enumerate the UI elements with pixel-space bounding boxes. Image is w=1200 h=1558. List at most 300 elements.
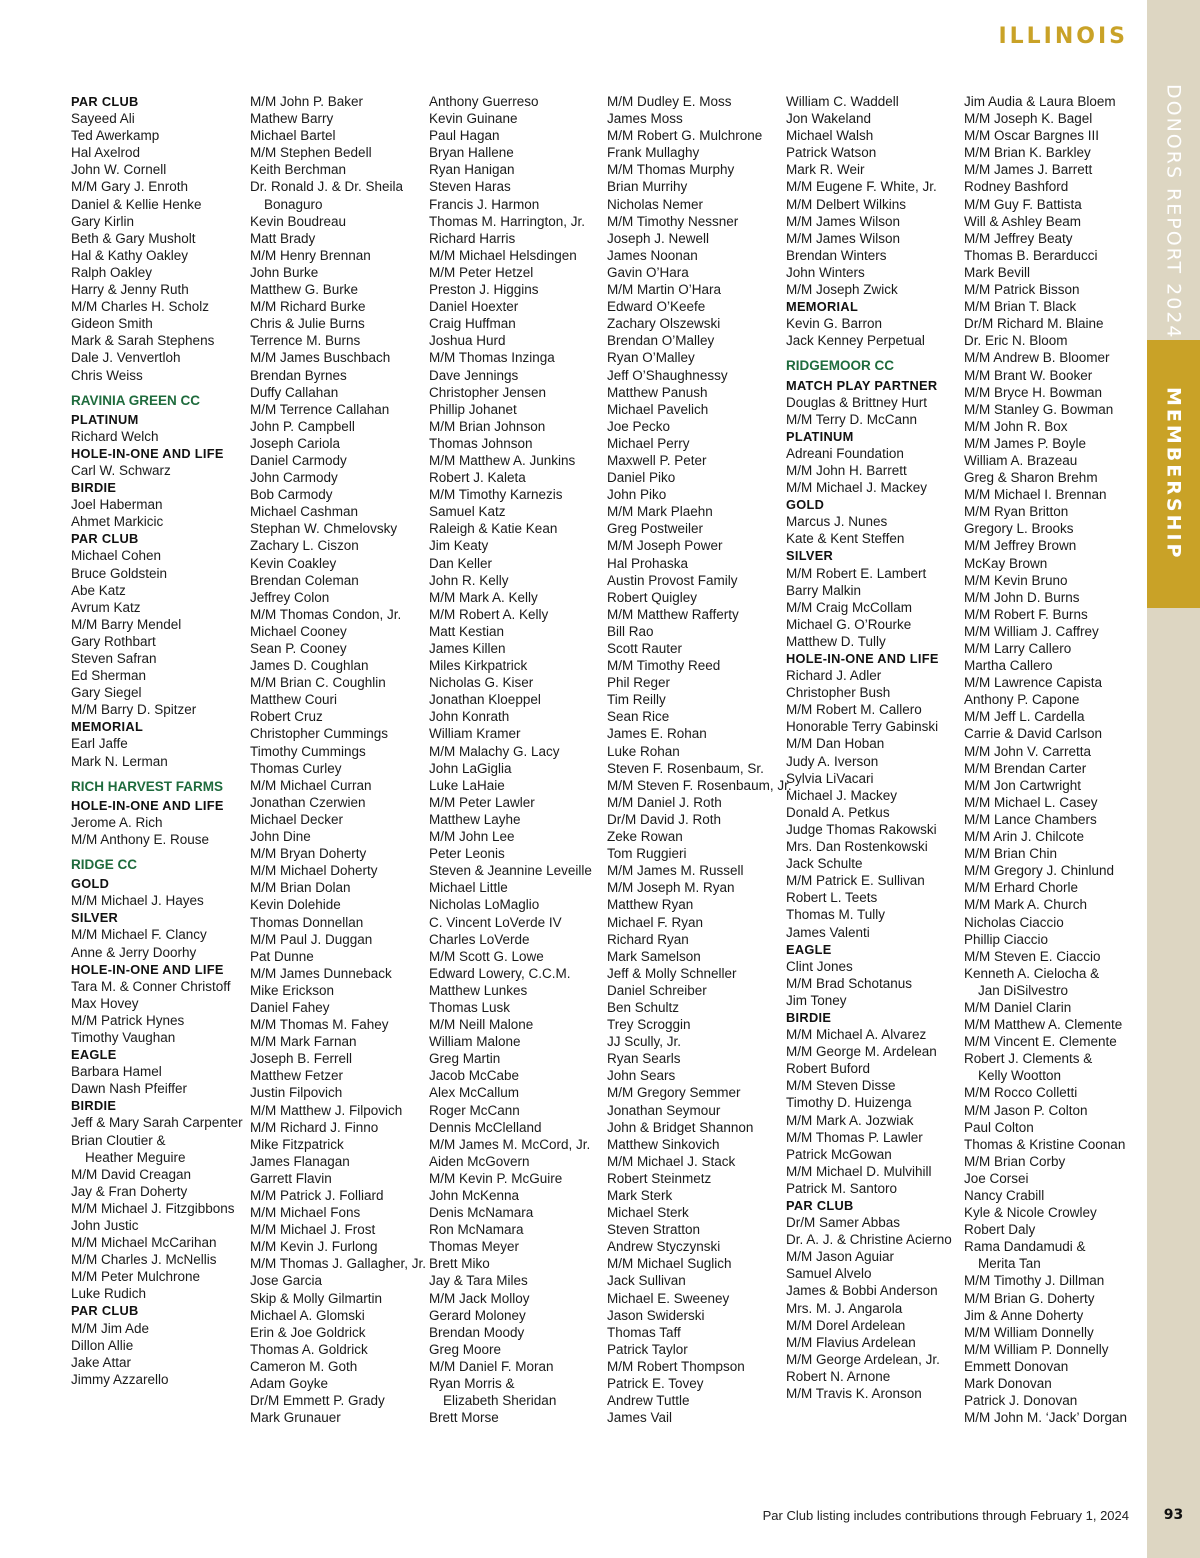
- donor-name: M/M Delbert Wilkins: [786, 196, 907, 212]
- donor-name: M/M James M. Russell: [607, 863, 744, 879]
- donor-name: Nancy Crabill: [964, 1188, 1045, 1203]
- donor-name: Kenneth A. Cielocha &: [964, 965, 1100, 981]
- donor-name: Mike Fitzpatrick: [250, 1136, 344, 1152]
- donor-name: Steven & Jeannine Leveille: [429, 863, 592, 879]
- donor-name: M/M Patrick E. Sullivan: [786, 873, 925, 889]
- donor-name: Hal & Kathy Oakley: [71, 247, 189, 263]
- donor-name: Phillip Johanet: [429, 401, 517, 417]
- donor-name: Michael Perry: [607, 435, 690, 451]
- donor-name: M/M Martin O’Hara: [607, 282, 722, 298]
- donor-name: Jay & Fran Doherty: [71, 1183, 188, 1199]
- donor-name: William A. Brazeau: [964, 452, 1078, 468]
- donor-name: Carl W. Schwarz: [71, 462, 171, 478]
- donor-name: M/M Brian Dolan: [250, 880, 351, 896]
- donor-name: Daniel Hoexter: [429, 299, 519, 315]
- donor-name: Timothy Vaughan: [71, 1029, 176, 1045]
- donor-name: Kevin Guinane: [429, 111, 518, 127]
- donor-name: M/M Jeff L. Cardella: [964, 709, 1085, 725]
- donor-name: Thomas B. Berarducci: [964, 247, 1098, 263]
- donor-name: Thomas Meyer: [429, 1239, 520, 1255]
- state-heading: ILLINOIS: [998, 24, 1128, 49]
- donor-name: M/M Henry Brennan: [250, 247, 371, 263]
- donor-name: Abe Katz: [71, 582, 126, 598]
- donor-name: Brendan Winters: [786, 247, 887, 263]
- donor-name: M/M Joseph Power: [607, 538, 723, 554]
- donor-name: Greg Martin: [429, 1051, 501, 1067]
- donor-name: M/M Timothy Reed: [607, 658, 721, 674]
- tier-heading: MEMORIAL: [71, 719, 144, 735]
- donor-name: M/M Mark A. Kelly: [429, 589, 538, 605]
- donor-name: Ryan Morris &: [429, 1376, 515, 1392]
- donor-name: Daniel Schreiber: [607, 982, 707, 998]
- donor-name: McKay Brown: [964, 555, 1048, 571]
- donor-name: Joe Pecko: [607, 418, 671, 434]
- donor-name: Kyle & Nicole Crowley: [964, 1205, 1097, 1221]
- tier-heading: PAR CLUB: [786, 1198, 854, 1213]
- donor-name: Jack Sullivan: [607, 1273, 686, 1289]
- donor-name: M/M Thomas Murphy: [607, 162, 735, 178]
- donor-name: Tom Ruggieri: [607, 846, 687, 862]
- donor-name: Andrew Tuttle: [607, 1393, 690, 1409]
- donor-name: M/M Robert G. Mulchrone: [607, 128, 763, 144]
- donor-name: M/M Mark A. Church: [964, 897, 1088, 913]
- donor-name: Hal Prohaska: [607, 555, 689, 571]
- donor-name: M/M Brian C. Coughlin: [250, 675, 386, 691]
- donor-name: M/M Patrick Hynes: [71, 1012, 185, 1028]
- donor-name: Justin Filpovich: [250, 1085, 343, 1101]
- donor-name: Dr. Ronald J. & Dr. Sheila: [250, 179, 404, 195]
- donor-name: Dave Jennings: [429, 367, 519, 383]
- donor-name: M/M Joseph M. Ryan: [607, 880, 735, 896]
- donor-name: M/M John H. Barrett: [786, 462, 907, 478]
- donor-name: M/M Thomas P. Lawler: [786, 1129, 923, 1145]
- donor-name: Robert J. Kaleta: [429, 470, 526, 486]
- donor-name: Nicholas Ciaccio: [964, 914, 1064, 930]
- donor-name: Michael E. Sweeney: [607, 1290, 730, 1306]
- donor-name: Michael A. Glomski: [250, 1307, 365, 1323]
- donor-name: Gary Kirlin: [71, 213, 135, 229]
- donor-name: Steven Stratton: [607, 1222, 701, 1238]
- donor-name: M/M Rocco Colletti: [964, 1085, 1078, 1101]
- donor-name: Edward Lowery, C.C.M.: [429, 965, 571, 981]
- donor-name: M/M Robert M. Callero: [786, 702, 922, 718]
- donor-name: M/M Kevin Bruno: [964, 572, 1068, 588]
- tier-heading: EAGLE: [71, 1047, 117, 1063]
- club-heading: RIDGE CC: [71, 857, 138, 873]
- donor-name: M/M David Creagan: [71, 1166, 192, 1182]
- donor-name: Brett Miko: [429, 1256, 490, 1272]
- donor-name: M/M Jason Aguiar: [786, 1249, 895, 1265]
- donor-name: Mrs. Dan Rostenkowski: [786, 839, 928, 855]
- donor-name: M/M Stanley G. Bowman: [964, 401, 1114, 417]
- donor-name: Judy A. Iverson: [786, 753, 879, 769]
- donor-name: Paul Hagan: [429, 128, 500, 144]
- donor-name: Terrence M. Burns: [250, 333, 361, 349]
- donor-name: Joseph Cariola: [250, 435, 341, 451]
- donor-name: Mark & Sarah Stephens: [71, 333, 215, 349]
- donor-name: Greg Moore: [429, 1341, 502, 1357]
- donor-name: Daniel & Kellie Henke: [71, 196, 202, 212]
- donor-name: Robert Cruz: [250, 709, 323, 725]
- donor-name: Avrum Katz: [71, 599, 141, 615]
- donor-name: Matthew Layhe: [429, 811, 521, 827]
- donor-name: Jeff O’Shaughnessy: [607, 367, 728, 383]
- donor-name: Donald A. Petkus: [786, 804, 890, 820]
- report-title: DONORS REPORT 2024: [1162, 84, 1185, 340]
- donor-name: John Dine: [250, 829, 311, 845]
- donor-name: M/M Charles H. Scholz: [71, 299, 210, 315]
- donor-name: Timothy D. Huizenga: [786, 1095, 912, 1111]
- donor-name: Patrick Taylor: [607, 1341, 688, 1357]
- donor-name: Anthony Guerreso: [429, 94, 539, 109]
- donor-name: James Noonan: [607, 247, 698, 263]
- donor-name: Matt Brady: [250, 230, 316, 246]
- donor-name: M/M Brian Johnson: [429, 418, 546, 434]
- donor-name: Michael G. O’Rourke: [786, 616, 912, 632]
- donor-name: Daniel Carmody: [250, 452, 347, 468]
- donor-name: M/M Guy F. Battista: [964, 196, 1082, 212]
- donor-name: Dr. Eric N. Bloom: [964, 333, 1068, 349]
- donor-name: Merita Tan: [978, 1256, 1041, 1272]
- donor-name: Raleigh & Katie Kean: [429, 521, 558, 537]
- donor-name: John W. Cornell: [71, 162, 167, 178]
- donor-name: Andrew Styczynski: [607, 1239, 721, 1255]
- donor-name: Tara M. & Conner Christoff: [71, 978, 231, 994]
- donor-name: M/M Peter Mulchrone: [71, 1269, 201, 1285]
- donor-name: Brian Murrihy: [607, 179, 688, 195]
- donor-name: Dawn Nash Pfeiffer: [71, 1081, 188, 1097]
- donor-name: Dr/M Richard M. Blaine: [964, 316, 1104, 332]
- donor-name: Adreani Foundation: [786, 445, 904, 461]
- donor-name: M/M Steven E. Ciaccio: [964, 948, 1101, 964]
- donor-name: C. Vincent LoVerde IV: [429, 914, 562, 930]
- donor-name: Thomas Lusk: [429, 999, 511, 1015]
- donor-name: Pat Dunne: [250, 948, 314, 964]
- donor-name: M/M Michael A. Alvarez: [786, 1027, 927, 1043]
- donor-name: Jeff & Mary Sarah Carpenter: [71, 1115, 243, 1131]
- tier-heading: GOLD: [71, 876, 110, 892]
- donor-name: Skip & Molly Gilmartin: [250, 1290, 383, 1306]
- donor-name: M/M Thomas Inzinga: [429, 350, 555, 366]
- donor-name: James Killen: [429, 641, 506, 656]
- donor-name: M/M Patrick Bisson: [964, 282, 1080, 298]
- donor-name: Duffy Callahan: [250, 384, 339, 400]
- donor-name: Ryan Hanigan: [429, 162, 515, 178]
- donor-name: Nicholas Nemer: [607, 196, 704, 212]
- donor-name: Honorable Terry Gabinski: [786, 719, 939, 735]
- donor-name: Heather Meguire: [85, 1149, 186, 1165]
- donor-name: M/M Craig McCollam: [786, 599, 913, 615]
- club-heading: RAVINIA GREEN CC: [71, 392, 201, 408]
- donor-name: Kelly Wootton: [978, 1068, 1062, 1084]
- donor-name: Mark Grunauer: [250, 1410, 341, 1426]
- donor-name: M/M Ryan Britton: [964, 504, 1069, 520]
- donor-name: Anthony P. Capone: [964, 692, 1080, 708]
- tier-heading: MEMORIAL: [786, 299, 859, 315]
- tier-heading: SILVER: [786, 548, 834, 564]
- donor-name: Mark Sterk: [607, 1188, 673, 1203]
- donor-name: M/M Kevin P. McGuire: [429, 1170, 563, 1186]
- donor-name: M/M Daniel J. Roth: [607, 794, 722, 810]
- donor-name: Carrie & David Carlson: [964, 726, 1103, 742]
- donor-name: Miles Kirkpatrick: [429, 658, 528, 674]
- donor-name: Trey Scroggin: [607, 1017, 691, 1033]
- donor-name: Mark Samelson: [607, 948, 701, 964]
- donor-name: Thomas M. Harrington, Jr.: [429, 213, 586, 229]
- donor-name: John Konrath: [429, 709, 510, 725]
- donor-name: Keith Berchman: [250, 162, 347, 178]
- donor-name: Luke LaHaie: [429, 777, 505, 793]
- donor-name: M/M Thomas Condon, Jr.: [250, 606, 402, 622]
- donor-name: Robert J. Clements &: [964, 1051, 1093, 1067]
- donor-name: Jim Keaty: [429, 538, 489, 554]
- donor-name: Daniel Piko: [607, 470, 676, 486]
- donor-name: Ted Awerkamp: [71, 128, 160, 144]
- donor-name: M/M Michael Curran: [250, 777, 372, 793]
- donor-name: Greg & Sharon Brehm: [964, 470, 1098, 486]
- donor-name: M/M Michael Helsdingen: [429, 247, 577, 263]
- donor-name: Joseph B. Ferrell: [250, 1051, 353, 1067]
- donor-name: Brendan Coleman: [250, 572, 359, 588]
- donor-name: M/M George Ardelean, Jr.: [786, 1351, 940, 1367]
- donor-name: Kevin Coakley: [250, 555, 337, 571]
- donor-name: Thomas Johnson: [429, 435, 533, 451]
- donor-name: Bruce Goldstein: [71, 565, 168, 581]
- donor-name: M/M Mark A. Jozwiak: [786, 1112, 914, 1128]
- donor-name: Sayeed Ali: [71, 111, 135, 127]
- donor-name: M/M Michael J. Stack: [607, 1153, 736, 1169]
- donor-name: M/M Eugene F. White, Jr.: [786, 179, 937, 195]
- donor-name: Michael J. Mackey: [786, 787, 898, 803]
- donor-name: JJ Scully, Jr.: [607, 1034, 682, 1050]
- report-label: [1147, 84, 1200, 340]
- donor-name: Dr/M Emmett P. Grady: [250, 1393, 385, 1409]
- donor-name: M/M Lawrence Capista: [964, 675, 1103, 691]
- donor-name: Scott Rauter: [607, 641, 683, 656]
- donor-name: Peter Leonis: [429, 846, 505, 862]
- donor-name: Matthew Lunkes: [429, 982, 528, 998]
- donor-name: Timothy Cummings: [250, 743, 366, 759]
- donor-name: M/M Vincent E. Clemente: [964, 1034, 1117, 1050]
- donor-name: Thomas & Kristine Coonan: [964, 1136, 1126, 1152]
- donor-name: Michael Cohen: [71, 548, 162, 564]
- donor-name: Jan DiSilvestro: [978, 982, 1069, 998]
- donor-name: M/M Michael F. Clancy: [71, 927, 207, 943]
- donor-name: Matthew Fetzer: [250, 1068, 344, 1084]
- donor-name: M/M Steven F. Rosenbaum, Jr.: [607, 777, 792, 793]
- donor-name: Jimmy Azzarello: [71, 1371, 169, 1387]
- donor-name: Mrs. M. J. Angarola: [786, 1300, 903, 1316]
- donor-name: Patrick M. Santoro: [786, 1180, 898, 1196]
- donor-name: John Carmody: [250, 470, 338, 486]
- donor-name: Erin & Joe Goldrick: [250, 1324, 366, 1340]
- donor-name: M/M Matthew A. Clemente: [964, 1017, 1123, 1033]
- donor-name: Thomas M. Tully: [786, 907, 886, 923]
- donor-name: M/M Bryce H. Bowman: [964, 384, 1103, 400]
- donor-name: Rama Dandamudi &: [964, 1239, 1086, 1255]
- tier-heading: HOLE-IN-ONE AND LIFE: [786, 651, 939, 666]
- donor-name: M/M John D. Burns: [964, 589, 1080, 605]
- donor-name: Daniel Fahey: [250, 999, 330, 1015]
- donor-name: M/M Jack Molloy: [429, 1290, 530, 1306]
- donor-name: Clint Jones: [786, 958, 853, 974]
- donor-name: Kate & Kent Steffen: [786, 531, 905, 547]
- donor-name: James & Bobbi Anderson: [786, 1283, 938, 1299]
- donor-name: M/M James Dunneback: [250, 965, 392, 981]
- donor-name: Francis J. Harmon: [429, 196, 540, 212]
- donor-name: Jon Wakeland: [786, 111, 872, 127]
- donor-name: M/M Brian Chin: [964, 846, 1058, 862]
- donor-name: Martha Callero: [964, 658, 1053, 674]
- donor-name: M/M Neill Malone: [429, 1017, 534, 1033]
- donor-name: William C. Waddell: [786, 94, 899, 109]
- donor-name: M/M Brian G. Doherty: [964, 1290, 1095, 1306]
- donor-name: Dale J. Venvertloh: [71, 350, 181, 366]
- donor-name: M/M William Donnelly: [964, 1324, 1094, 1340]
- donor-name: M/M James Wilson: [786, 213, 901, 229]
- donor-name: M/M Kevin J. Furlong: [250, 1239, 378, 1255]
- donor-name: M/M Oscar Bargnes III: [964, 128, 1100, 144]
- donor-name: M/M Thomas J. Gallagher, Jr.: [250, 1256, 427, 1272]
- donor-name: Nicholas G. Kiser: [429, 675, 534, 691]
- donor-name: M/M Brant W. Booker: [964, 367, 1093, 383]
- donor-name: M/M Daniel Clarin: [964, 999, 1072, 1015]
- donor-name: Christopher Bush: [786, 685, 891, 701]
- donor-name: Denis McNamara: [429, 1205, 534, 1221]
- donor-name: Chris & Julie Burns: [250, 316, 365, 332]
- tier-heading: BIRDIE: [71, 480, 117, 496]
- donor-name: Marcus J. Nunes: [786, 514, 888, 530]
- donor-name: M/M Timothy Nessner: [607, 213, 739, 229]
- donor-name: M/M Jason P. Colton: [964, 1102, 1088, 1118]
- donor-name: M/M Michael J. Hayes: [71, 893, 204, 909]
- donor-name: Frank Mullaghy: [607, 145, 700, 161]
- donor-name: Gerard Moloney: [429, 1307, 526, 1323]
- donor-name: James D. Coughlan: [250, 658, 369, 674]
- donor-name: M/M Malachy G. Lacy: [429, 743, 560, 759]
- donor-name: M/M Michael Suglich: [607, 1256, 732, 1272]
- donor-column-6: [964, 93, 1140, 1426]
- donor-name: Michael Little: [429, 880, 508, 896]
- donor-name: Mark R. Weir: [786, 162, 865, 178]
- donor-name: M/M James Wilson: [786, 230, 901, 246]
- donor-name: Michael Cooney: [250, 623, 347, 639]
- tier-heading: PAR CLUB: [71, 531, 139, 547]
- donor-name: Phil Reger: [607, 675, 671, 691]
- donor-name: M/M Gregory Semmer: [607, 1085, 741, 1101]
- donor-name: Charles LoVerde: [429, 931, 530, 947]
- donor-name: Matthew Sinkovich: [607, 1136, 720, 1152]
- tier-heading: PAR CLUB: [71, 1303, 139, 1319]
- donor-name: Ralph Oakley: [71, 264, 153, 280]
- donor-name: Bonaguro: [264, 196, 323, 212]
- donor-name: Gary Rothbart: [71, 633, 156, 649]
- donor-name: John Justic: [71, 1218, 139, 1233]
- donor-name: Richard Welch: [71, 428, 159, 444]
- donor-name: John Winters: [786, 264, 865, 280]
- donor-name: M/M Barry Mendel: [71, 616, 182, 632]
- donor-name: Earl Jaffe: [71, 736, 128, 752]
- donor-name: M/M Dorel Ardelean: [786, 1317, 906, 1333]
- donor-name: Austin Provost Family: [607, 572, 738, 588]
- donor-name: M/M Michael J. Mackey: [786, 480, 928, 496]
- donor-name: M/M Peter Hetzel: [429, 264, 534, 280]
- donor-name: Brett Morse: [429, 1410, 499, 1426]
- donor-name: Bob Carmody: [250, 487, 333, 503]
- section-title: MEMBERSHIP: [1162, 387, 1185, 561]
- donor-name: John Sears: [607, 1068, 676, 1084]
- tier-heading: HOLE-IN-ONE AND LIFE: [71, 797, 224, 813]
- footer-note: Par Club listing includes contributions through February 1, 2024: [762, 1508, 1129, 1523]
- donor-name: M/M Mark Farnan: [250, 1034, 357, 1050]
- donor-name: Brian Cloutier &: [71, 1132, 166, 1148]
- donor-name: Jason Swiderski: [607, 1307, 705, 1323]
- donor-name: Dr/M David J. Roth: [607, 811, 722, 827]
- donor-name: Judge Thomas Rakowski: [786, 821, 937, 837]
- donor-name: Alex McCallum: [429, 1085, 520, 1101]
- donor-name: Jacob McCabe: [429, 1068, 520, 1084]
- donor-name: Phillip Ciaccio: [964, 931, 1049, 947]
- donor-name: Steven Haras: [429, 179, 511, 195]
- donor-name: Edward O’Keefe: [607, 299, 706, 315]
- donor-name: Matthew Ryan: [607, 897, 694, 913]
- tier-heading: BIRDIE: [71, 1098, 117, 1114]
- donor-name: William Malone: [429, 1034, 521, 1050]
- donor-name: M/M Dan Hoban: [786, 736, 885, 752]
- donor-name: Sean P. Cooney: [250, 641, 347, 656]
- donor-name: Beth & Gary Musholt: [71, 230, 196, 246]
- donor-name: Joseph J. Newell: [607, 230, 710, 246]
- donor-name: Kevin G. Barron: [786, 316, 883, 332]
- donor-name: M/M Paul J. Duggan: [250, 931, 373, 947]
- donor-name: Kevin Boudreau: [250, 213, 347, 229]
- donor-name: Brendan Byrnes: [250, 367, 347, 383]
- donor-name: Michael Bartel: [250, 128, 336, 144]
- donor-name: M/M Travis K. Aronson: [786, 1386, 922, 1402]
- donor-name: Cameron M. Goth: [250, 1358, 358, 1374]
- donor-name: M/M Michael McCarihan: [71, 1235, 217, 1251]
- donor-name: M/M Arin J. Chilcote: [964, 829, 1085, 845]
- donor-name: Gavin O’Hara: [607, 264, 689, 280]
- donor-name: Jeffrey Colon: [250, 589, 330, 605]
- donor-name: Michael Walsh: [786, 128, 874, 144]
- donor-name: M/M Terry D. McCann: [786, 411, 918, 427]
- donor-name: Richard J. Adler: [786, 668, 882, 684]
- tier-heading: PAR CLUB: [71, 94, 139, 109]
- donor-name: John P. Campbell: [250, 418, 355, 434]
- donor-name: Jonathan Seymour: [607, 1102, 721, 1118]
- donor-name: Kevin Dolehide: [250, 897, 341, 913]
- donor-name: M/M Michael D. Mulvihill: [786, 1163, 932, 1179]
- donor-name: Brendan O’Malley: [607, 333, 715, 349]
- donor-name: M/M Richard Burke: [250, 299, 366, 315]
- donor-name: Aiden McGovern: [429, 1153, 530, 1169]
- donor-name: Roger McCann: [429, 1102, 520, 1118]
- donor-name: M/M Anthony E. Rouse: [71, 831, 210, 847]
- donor-name: Robert Daly: [964, 1222, 1036, 1238]
- donor-name: Steven F. Rosenbaum, Sr.: [607, 760, 764, 776]
- donor-name: Jay & Tara Miles: [429, 1273, 528, 1289]
- donor-name: John Piko: [607, 487, 667, 503]
- tier-heading: MATCH PLAY PARTNER: [786, 377, 938, 393]
- tier-heading: GOLD: [786, 497, 825, 513]
- donor-name: Jake Attar: [71, 1354, 132, 1370]
- donor-name: M/M Peter Lawler: [429, 794, 535, 810]
- donor-name: M/M Flavius Ardelean: [786, 1334, 916, 1350]
- donor-name: John R. Kelly: [429, 572, 509, 588]
- donor-name: Adam Goyke: [250, 1376, 329, 1392]
- donor-name: Thomas Curley: [250, 760, 342, 776]
